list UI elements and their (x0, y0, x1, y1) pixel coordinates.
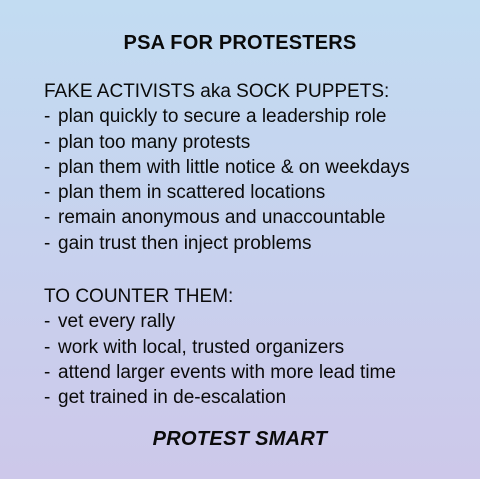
list-item (44, 335, 474, 360)
bullet-dash: - (44, 336, 51, 358)
list-item (44, 104, 474, 129)
list-item (44, 180, 474, 205)
list-item (44, 155, 474, 180)
list-item-text: plan too many protests (58, 131, 251, 153)
list-item-text: attend larger events with more lead time (58, 361, 396, 383)
counter-list (44, 309, 474, 410)
list-item (44, 205, 474, 230)
psa-title: PSA FOR PROTESTERS (123, 32, 357, 54)
list-item-text: vet every rally (58, 311, 176, 333)
counter-heading: TO COUNTER THEM: (44, 286, 234, 307)
bullet-dash: - (44, 232, 51, 254)
bullet-dash: - (44, 182, 51, 204)
fake-activists-heading: FAKE ACTIVISTS aka SOCK PUPPETS: (44, 81, 390, 102)
list-item-text: remain anonymous and unaccountable (58, 207, 386, 229)
bullet-dash: - (44, 387, 51, 409)
list-item-text: work with local, trusted organizers (58, 336, 345, 358)
list-item (44, 360, 474, 385)
list-item-text: plan them in scattered locations (58, 182, 326, 204)
bullet-dash: - (44, 156, 51, 178)
list-item (44, 130, 474, 155)
fake-activists-list (44, 104, 474, 256)
bullet-dash: - (44, 311, 51, 333)
list-item (44, 309, 474, 334)
fake-activists-section (44, 79, 474, 256)
bullet-dash: - (44, 106, 51, 128)
list-item (44, 385, 474, 410)
list-item-text: plan quickly to secure a leadership role (58, 106, 387, 128)
list-item (44, 231, 474, 256)
bullet-dash: - (44, 361, 51, 383)
footer-slogan: PROTEST SMART (152, 428, 328, 450)
list-item-text: gain trust then inject problems (58, 232, 312, 254)
bullet-dash: - (44, 207, 51, 229)
list-item-text: get trained in de-escalation (58, 387, 287, 409)
list-item-text: plan them with little notice & on weekdays (58, 156, 410, 178)
bullet-dash: - (44, 131, 51, 153)
counter-section (44, 284, 474, 410)
